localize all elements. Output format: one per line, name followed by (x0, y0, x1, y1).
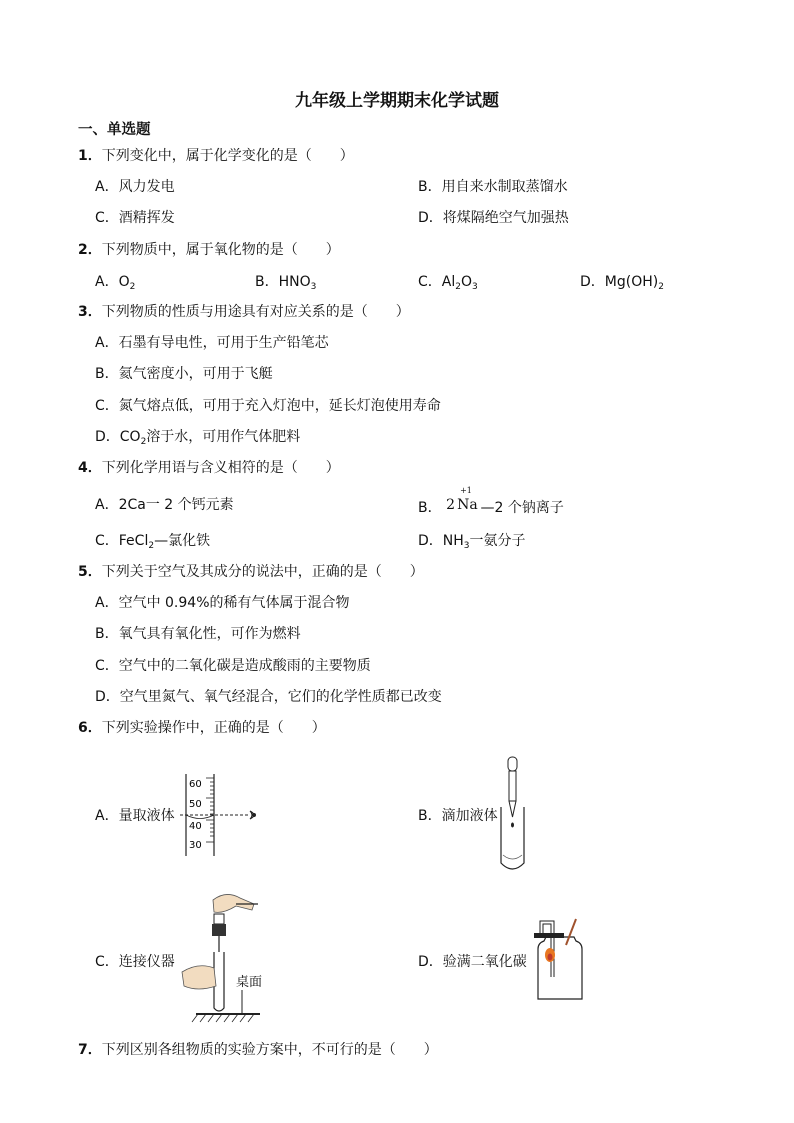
q6-option-b: B．滴加液体 (418, 808, 498, 824)
question-number: 3． (78, 304, 102, 320)
subscript: 3 (472, 282, 478, 292)
subscript: 2 (129, 282, 136, 292)
q1-option-d: D．将煤隔绝空气加强热 (418, 210, 569, 226)
dropper-tube (509, 771, 516, 801)
question-4 (78, 457, 340, 477)
graduated-cylinder-figure (180, 770, 270, 860)
q4-option-b (418, 486, 564, 517)
q3-option-b: B．氦气密度小，可用于飞艇 (95, 366, 273, 382)
option-text: —氯化铁 (154, 533, 211, 549)
question-number: 2． (78, 242, 102, 258)
page-title: 九年级上学期期末化学试题 (295, 91, 499, 111)
formula-text: C．Al (418, 274, 456, 290)
tick-40: 40 (189, 821, 202, 832)
gas-bottle (538, 937, 582, 999)
dropper-bulb (508, 757, 517, 771)
question-number: 4． (78, 460, 102, 476)
option-text: 一氨分子 (469, 533, 526, 549)
q5-option-c: C．空气中的二氧化碳是造成酸雨的主要物质 (95, 658, 371, 674)
q4-option-d (418, 530, 526, 551)
dropper-figure (495, 755, 530, 875)
q6-option-c: C．连接仪器 (95, 954, 175, 970)
option-text: 溶于水，可用作气体肥料 (146, 429, 301, 445)
option-text: —2 个钠离子 (480, 500, 564, 516)
question-text: 下列关于空气及其成分的说法中，正确的是（ ） (101, 564, 424, 580)
tick-50: 50 (189, 799, 202, 810)
q1-option-b: B．用自来水制取蒸馏水 (418, 179, 568, 195)
formula-text: O (460, 274, 473, 290)
q2-option-d (580, 271, 664, 292)
question-5 (78, 561, 424, 581)
q3-option-c: C．氮气熔点低，可用于充入灯泡中，延长灯泡使用寿命 (95, 398, 441, 414)
section-heading: 一、单选题 (78, 122, 151, 138)
q2-option-b (255, 271, 316, 292)
drop (511, 823, 514, 828)
q2-option-c (418, 271, 478, 292)
tick-60: 60 (189, 779, 202, 790)
question-6 (78, 717, 326, 737)
formula-text: D．Mg(OH) (580, 274, 659, 290)
option-prefix: B． (418, 500, 442, 516)
formula-text: A．O (95, 274, 130, 290)
gas-bottle-figure (530, 915, 590, 1005)
eye-pupil (252, 813, 256, 817)
question-text: 下列变化中，属于化学变化的是（ ） (101, 148, 354, 164)
question-number: 6． (78, 720, 102, 736)
q3-option-a: A．石墨有导电性，可用于生产铅笔芯 (95, 335, 329, 351)
coefficient: 2 (446, 497, 455, 513)
q1-option-a: A．风力发电 (95, 179, 175, 195)
subscript: 2 (148, 541, 155, 551)
question-text: 下列实验操作中，正确的是（ ） (101, 720, 326, 736)
q6-option-d: D．验满二氧化碳 (418, 954, 527, 970)
ion-formula (446, 486, 478, 513)
question-text: 下列物质中，属于氧化物的是（ ） (101, 242, 340, 258)
subscript: 2 (140, 437, 147, 447)
subscript: 3 (463, 541, 470, 551)
glass-plate (534, 933, 564, 938)
q3-option-d (95, 426, 300, 447)
question-3 (78, 301, 410, 321)
question-text: 下列物质的性质与用途具有对应关系的是（ ） (101, 304, 410, 320)
element-symbol: Na (457, 497, 478, 513)
formula-text: B．HNO (255, 274, 311, 290)
question-text: 下列区别各组物质的实验方案中，不可行的是（ ） (101, 1042, 438, 1058)
formula-text: D．CO (95, 429, 141, 445)
question-number: 7． (78, 1042, 102, 1058)
q5-option-b: B．氧气具有氧化性，可作为燃料 (95, 626, 301, 642)
formula-text: D．NH (418, 533, 464, 549)
charge-label: +1 (460, 486, 472, 495)
question-number: 5． (78, 564, 102, 580)
connect-apparatus-figure (178, 890, 268, 1025)
question-7 (78, 1039, 438, 1059)
desk-label: 桌面 (236, 975, 263, 990)
meniscus (186, 815, 214, 819)
question-1 (78, 145, 354, 165)
subscript: 2 (658, 282, 664, 292)
subscript: 3 (310, 282, 317, 292)
tick-30: 30 (189, 840, 202, 851)
question-text: 下列化学用语与含义相符的是（ ） (101, 460, 340, 476)
rubber-stopper (212, 924, 226, 936)
q1-option-c: C．酒精挥发 (95, 210, 175, 226)
q4-option-a: A．2Ca一 2 个钙元素 (95, 497, 234, 513)
question-2 (78, 239, 340, 259)
q5-option-a: A．空气中 0.94%的稀有气体属于混合物 (95, 595, 350, 611)
q6-option-a: A．量取液体 (95, 808, 175, 824)
question-number: 1． (78, 148, 102, 164)
lower-hand (182, 966, 216, 989)
q2-option-a (95, 271, 135, 292)
q5-option-d: D．空气里氮气、氧气经混合，它们的化学性质都已改变 (95, 689, 442, 705)
formula-text: C．FeCl (95, 533, 149, 549)
subscript: 2 (455, 282, 461, 292)
q4-option-c (95, 530, 210, 551)
